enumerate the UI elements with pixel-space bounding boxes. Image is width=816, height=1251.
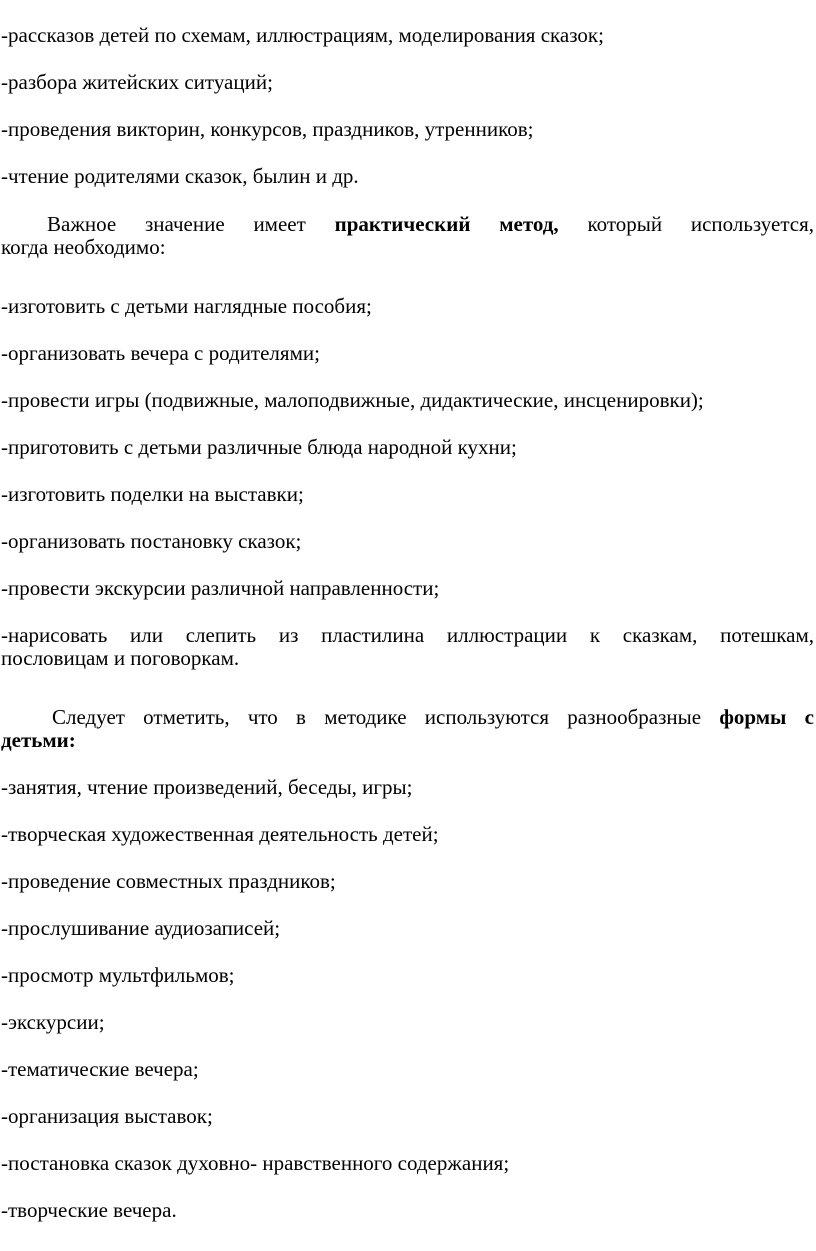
list-item: -творческие вечера. xyxy=(1,1198,177,1222)
list-item: -чтение родителями сказок, былин и др. xyxy=(1,164,359,188)
list-item: -проведения викторин, конкурсов, праздников, утренников; xyxy=(1,117,534,141)
list-item: -прослушивание аудиозаписей; xyxy=(1,916,281,940)
list-item: -приготовить с детьми различные блюда народной кухни; xyxy=(1,435,517,459)
list-item: -организация выставок; xyxy=(1,1104,213,1128)
list-item: -провести экскурсии различной направленности; xyxy=(1,576,440,600)
list-item: -организовать вечера с родителями; xyxy=(1,341,320,365)
list-item: -занятия, чтение произведений, беседы, игры; xyxy=(1,775,413,799)
list-item: -нарисовать или слепить из пластилина иллюстрации к сказкам, потешкам, пословицам и поговоркам. xyxy=(1,623,814,670)
bold-term: детьми: xyxy=(1,728,76,752)
list-item: -просмотр мультфильмов; xyxy=(1,963,235,987)
list-item: -тематические вечера; xyxy=(1,1057,199,1081)
bold-term: формы с xyxy=(719,705,814,729)
list-item: -постановка сказок духовно- нравственного содержания; xyxy=(1,1151,510,1175)
list-item: -проведение совместных праздников; xyxy=(1,869,336,893)
list-item: -изготовить с детьми наглядные пособия; xyxy=(1,294,372,318)
paragraph-forms: Следует отметить, что в методике используются разнообразные формы с детьми: xyxy=(1,705,814,752)
list-item: -организовать постановку сказок; xyxy=(1,529,302,553)
list-item: -экскурсии; xyxy=(1,1010,105,1034)
list-item: -изготовить поделки на выставки; xyxy=(1,482,304,506)
bold-term: практический метод, xyxy=(334,212,559,236)
paragraph-practical-method: Важное значение имеет практический метод, который используется, когда необходимо: xyxy=(1,212,814,259)
list-item: -творческая художественная деятельность детей; xyxy=(1,822,439,846)
list-item: -провести игры (подвижные, малоподвижные, дидактические, инсценировки); xyxy=(1,388,704,412)
list-item: -разбора житейских ситуаций; xyxy=(1,70,273,94)
list-item: -рассказов детей по схемам, иллюстрациям, моделирования сказок; xyxy=(1,23,604,47)
